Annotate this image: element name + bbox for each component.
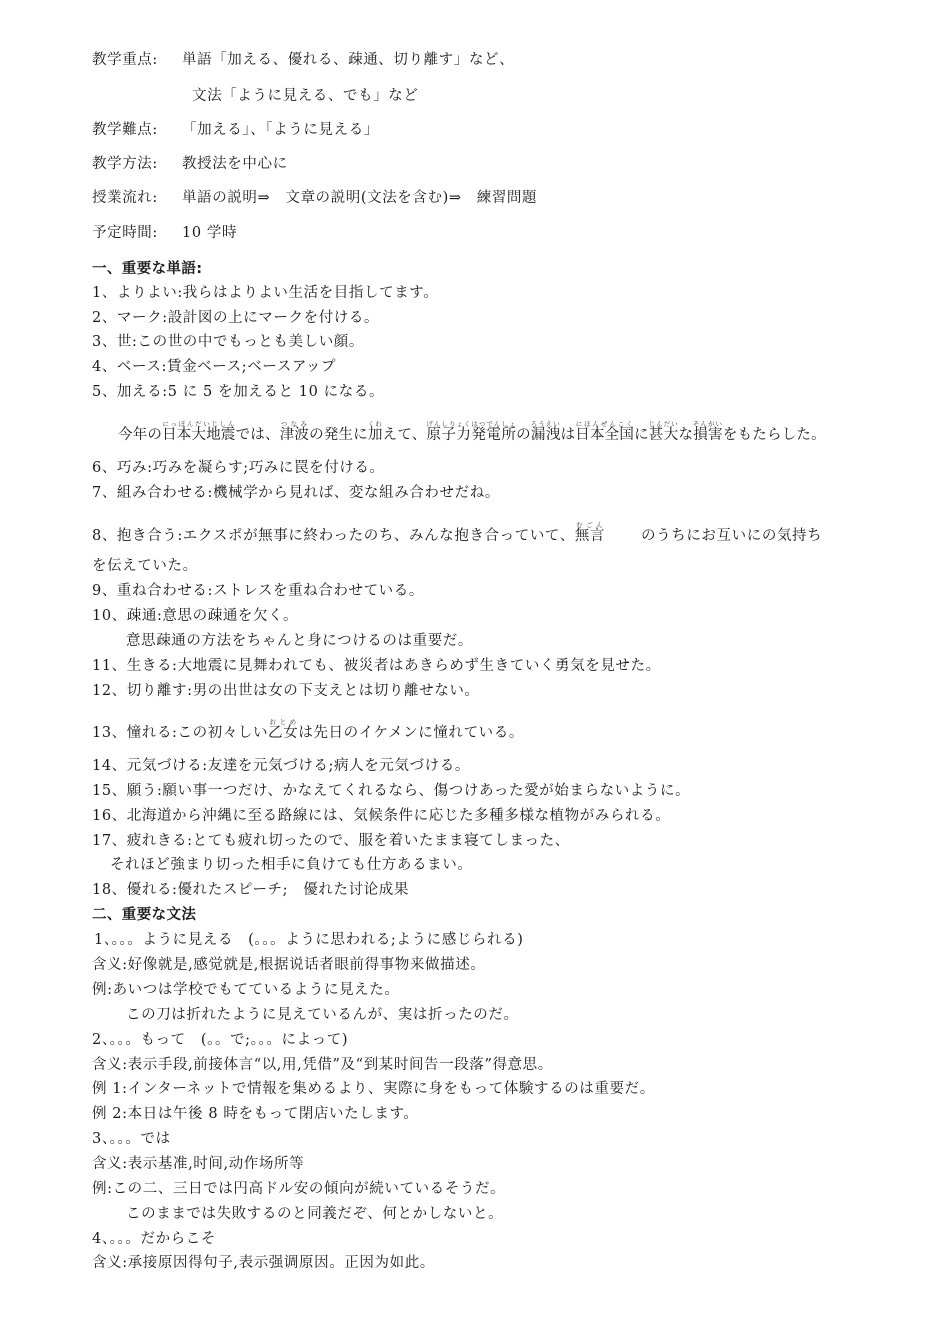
grammar-2-meaning: 含义:表示手段,前接体言“以,用,凭借”及“到某时间告一段落”得意思。 — [92, 1057, 553, 1073]
ex5-text-6: は — [560, 427, 576, 443]
vocab-item-11: 11、生きる:大地震に見舞われても、被災者はあきらめず生きていく勇気を見せた。 — [92, 658, 661, 674]
vocab-item-6: 6、巧み:巧みを凝らす;巧みに罠を付ける。 — [92, 460, 385, 476]
method-row — [92, 154, 288, 174]
vocab-item-2: 2、マーク:設計図の上にマークを付ける。 — [92, 310, 380, 326]
time-label: 予定時間: — [92, 225, 158, 241]
time-row — [92, 223, 237, 243]
difficulty-text: 「加える」、「ように見える」 — [182, 122, 379, 138]
item13-post: は先日のイケメンに憧れている。 — [298, 725, 524, 741]
vocab-item-8 — [92, 521, 822, 546]
grammar-1-example-2: この刀は折れたように見えているんが、実は折ったのだ。 — [126, 1007, 519, 1023]
vocab-item-17-example: それほど強まり切った相手に負けても仕方あるまい。 — [110, 857, 473, 873]
vocab-item-5: 5、加える:5 に 5 を加えると 10 になる。 — [92, 384, 385, 400]
flow-label: 授業流れ: — [92, 190, 158, 206]
grammar-3-example-2: このままでは失敗するのと同義だぞ、何とかしないと。 — [126, 1206, 504, 1222]
ex5-ruby-8: 損害そんがい — [693, 420, 724, 443]
vocab-item-17: 17、疲れきる:とても疲れ切ったので、服を着いたまま寝てしまった、 — [92, 833, 570, 849]
ex5-ruby-2: 津波つなみ — [279, 420, 310, 443]
grammar-3-meaning: 含义:表示基准,时间,动作场所等 — [92, 1156, 305, 1172]
ex5-ruby-1: 日本大地震にっぽんだいじしん — [162, 420, 236, 443]
grammar-1-title: 1、。。。ように見える (。。。ように思われる;ように感じられる) — [94, 932, 524, 948]
vocab-5-example — [118, 420, 826, 445]
grammar-4-title: 4、。。。だからこそ — [92, 1231, 216, 1247]
time-text: 10 学時 — [182, 225, 238, 241]
grammar-2-example-1: 例 1:インターネットで情報を集めるより、実際に身をもって体験するのは重要だ。 — [92, 1081, 655, 1097]
grammar-4-meaning: 含义:承接原因得句子,表示强调原因。正因为如此。 — [92, 1255, 435, 1271]
focus-line-1: 単語「加える、優れる、疎通、切り離す」など、 — [182, 52, 515, 68]
ex5-ruby-3: 加くわ — [367, 420, 383, 443]
vocab-item-9: 9、重ね合わせる:ストレスを重ね合わせている。 — [92, 583, 424, 599]
difficulty-label: 教学難点: — [92, 122, 158, 138]
item13-ruby: 乙女おとめ — [268, 718, 299, 741]
grammar-3-example: 例:この二、三日では円高ドル安の傾向が続いているそうだ。 — [92, 1181, 506, 1197]
grammar-1-meaning: 含义:好像就是,感觉就是,根据说话者眼前得事物来做描述。 — [92, 957, 486, 973]
flow-row — [92, 188, 537, 208]
item8-ruby: 無言むごん — [574, 521, 606, 544]
vocab-item-4: 4、ベース:賃金ベース;ベースアップ — [92, 359, 337, 375]
ex5-ruby-4: 原子力発電所げんしりょくはつでんしょ — [426, 420, 517, 443]
item8-post: のうちにお互いにの気持ち — [641, 528, 823, 544]
vocab-item-7: 7、組み合わせる:機械学から見れば、変な組み合わせだね。 — [92, 485, 500, 501]
focus-row — [92, 50, 514, 70]
grammar-3-title: 3、。。。では — [92, 1131, 171, 1147]
vocab-heading: 一、重要な単語: — [92, 261, 203, 277]
ex5-ruby-7: 甚大じんだい — [648, 420, 679, 443]
ex5-text-7: に — [634, 427, 649, 443]
flow-text: 単語の説明⇒ 文章の説明(文法を含む)⇒ 練習問題 — [182, 190, 538, 206]
item13-pre: 13、憧れる:この初々しい — [92, 725, 269, 741]
grammar-2-title: 2、。。。もって (。。で;。。。によって) — [92, 1032, 349, 1048]
ex5-text-5: の — [516, 427, 531, 443]
ex5-text-9: をもたらした。 — [722, 427, 826, 443]
difficulty-row — [92, 120, 379, 140]
ex5-text-2: では、 — [235, 427, 280, 443]
ex5-text-3: の発生に — [309, 427, 368, 443]
grammar-heading: 二、重要な文法 — [92, 907, 197, 923]
vocab-item-16: 16、北海道から沖縄に至る路線には、気候条件に応じた多種多様な植物がみられる。 — [92, 808, 671, 824]
ex5-ruby-5: 漏洩ろうえい — [530, 420, 561, 443]
method-label: 教学方法: — [92, 156, 158, 172]
focus-line-2: 文法「ように見える、でも」など — [192, 88, 419, 104]
vocab-item-14: 14、元気づける:友達を元気づける;病人を元気づける。 — [92, 758, 470, 774]
vocab-item-18: 18、優れる:優れたスピーチ; 優れた讨论成果 — [92, 882, 409, 898]
grammar-2-example-2: 例 2:本日は午後 8 時をもって閉店いたします。 — [92, 1106, 419, 1122]
vocab-item-12: 12、切り離す:男の出世は女の下支えとは切り離せない。 — [92, 683, 480, 699]
vocab-item-10-example: 意思疎通の方法をちゃんと身につけるのは重要だ。 — [126, 633, 474, 649]
vocab-item-8-cont: を伝えていた。 — [92, 558, 198, 574]
focus-label: 教学重点: — [92, 52, 158, 68]
vocab-item-10: 10、疎通:意思の疎通を欠く。 — [92, 608, 299, 624]
vocab-item-1: 1、よりよい:我らはよりよい生活を目指してます。 — [92, 285, 439, 301]
ex5-text-1: 今年の — [118, 427, 163, 443]
vocab-item-13 — [92, 718, 524, 743]
ex5-text-8: な — [678, 427, 694, 443]
vocab-item-3: 3、世:この世の中でもっとも美しい顔。 — [92, 334, 365, 350]
item8-pre: 8、抱き合う:エクスポが無事に終わったのち、みんな抱き合っていて、 — [92, 528, 575, 544]
vocab-item-15: 15、願う:願い事一つだけ、かなえてくれるなら、傷つけあった愛が始まらないように。 — [92, 783, 691, 799]
ex5-text-4: えて、 — [382, 427, 427, 443]
method-text: 教授法を中心に — [182, 156, 288, 172]
ex5-ruby-6: 日本全国にほんぜんこく — [575, 420, 635, 443]
grammar-1-example: 例:あいつは学校でもてているように見えた。 — [92, 982, 400, 998]
